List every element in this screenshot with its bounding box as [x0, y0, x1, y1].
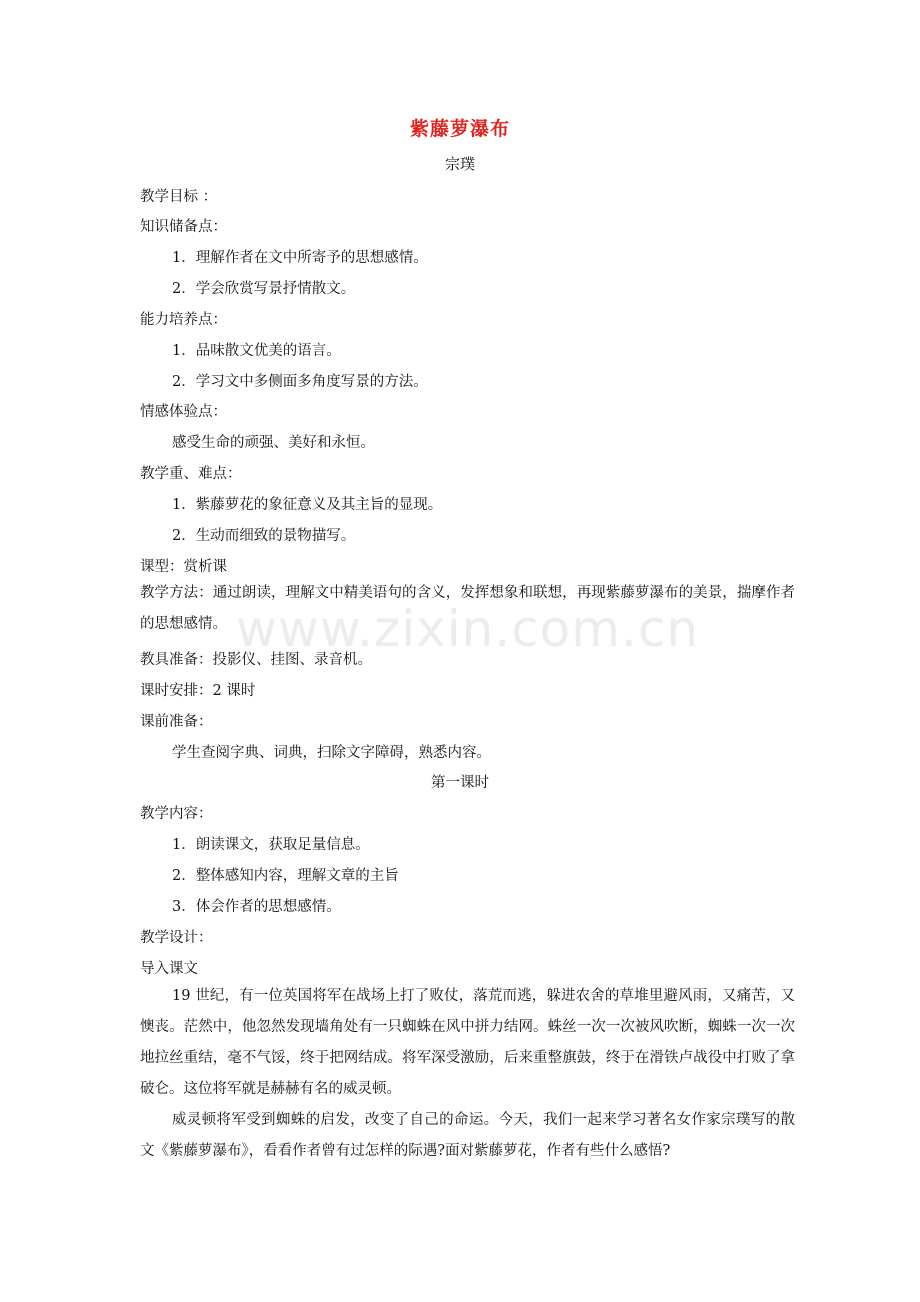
first-lesson-heading: 第一课时 — [431, 775, 489, 791]
goals-heading: 教学目标 ： — [140, 189, 218, 205]
ability-heading: 能力培养点： — [140, 312, 227, 328]
key-item: 1．紫藤萝花的象征意义及其主旨的显现。 — [172, 497, 443, 513]
knowledge-item: 1．理解作者在文中所寄予的思想感情。 — [172, 250, 428, 266]
teaching-method: 教学方法：通过朗读，理解文中精美语句的含义，发挥想象和联想，再现紫藤萝瀑布的美景，揣摩作者的思想感情。 — [140, 585, 795, 632]
key-heading: 教学重、难点： — [140, 466, 242, 482]
knowledge-heading: 知识储备点： — [140, 219, 227, 235]
emotion-heading: 情感体验点： — [140, 404, 227, 420]
content-heading: 教学内容： — [140, 806, 213, 822]
lesson-schedule: 课时安排：2 课时 — [140, 683, 256, 699]
intro-paragraph: 19 世纪，有一位英国将军在战场上打了败仗，落荒而逃，躲进农舍的草堆里避风雨，又痛苦，又懊丧。茫然中，他忽然发现墙角处有一只蜘蛛在风中拼力结网。蛛丝一次一次被风吹断，蜘蛛一次一次地拉丝重结，毫不气馁，终于把网结成。将军深受激励，后来重整旗鼓，终于在滑铁卢战役中打败了拿破仑。这位将军就是赫赫有名的威灵顿。 — [140, 988, 795, 1097]
ability-item: 2．学习文中多侧面多角度写景的方法。 — [172, 374, 428, 390]
prep-text: 学生查阅字典、词典，扫除文字障碍，熟悉内容。 — [172, 745, 491, 761]
content-item: 1．朗读课文，获取足量信息。 — [172, 837, 370, 853]
design-heading: 教学设计： — [140, 930, 213, 946]
intro-heading: 导入课文 — [140, 961, 198, 977]
emotion-text: 感受生命的顽强、美好和永恒。 — [172, 435, 375, 451]
knowledge-item: 2．学会欣赏写景抒情散文。 — [172, 281, 356, 297]
prep-heading: 课前准备： — [140, 714, 213, 730]
content-item: 2．整体感知内容，理解文章的主旨 — [172, 868, 399, 884]
ability-item: 1．品味散文优美的语言。 — [172, 343, 341, 359]
document-title: 紫藤萝瀑布 — [409, 118, 510, 140]
watermark: www.zixin.com.cn — [236, 600, 700, 658]
key-item: 2．生动而细致的景物描写。 — [172, 528, 356, 544]
teaching-tools: 教具准备：投影仪、挂图、录音机。 — [140, 652, 372, 668]
lesson-type: 课型：赏析课 — [140, 559, 227, 575]
author-name: 宗璞 — [444, 155, 475, 173]
intro-paragraph: 威灵顿将军受到蜘蛛的启发，改变了自己的命运。今天，我们一起来学习著名女作家宗璞写的散文《紫藤萝瀑布》，看看作者曾有过怎样的际遇?面对紫藤萝花，作者有些什么感悟? — [140, 1112, 795, 1159]
content-item: 3．体会作者的思想感情。 — [172, 899, 341, 915]
